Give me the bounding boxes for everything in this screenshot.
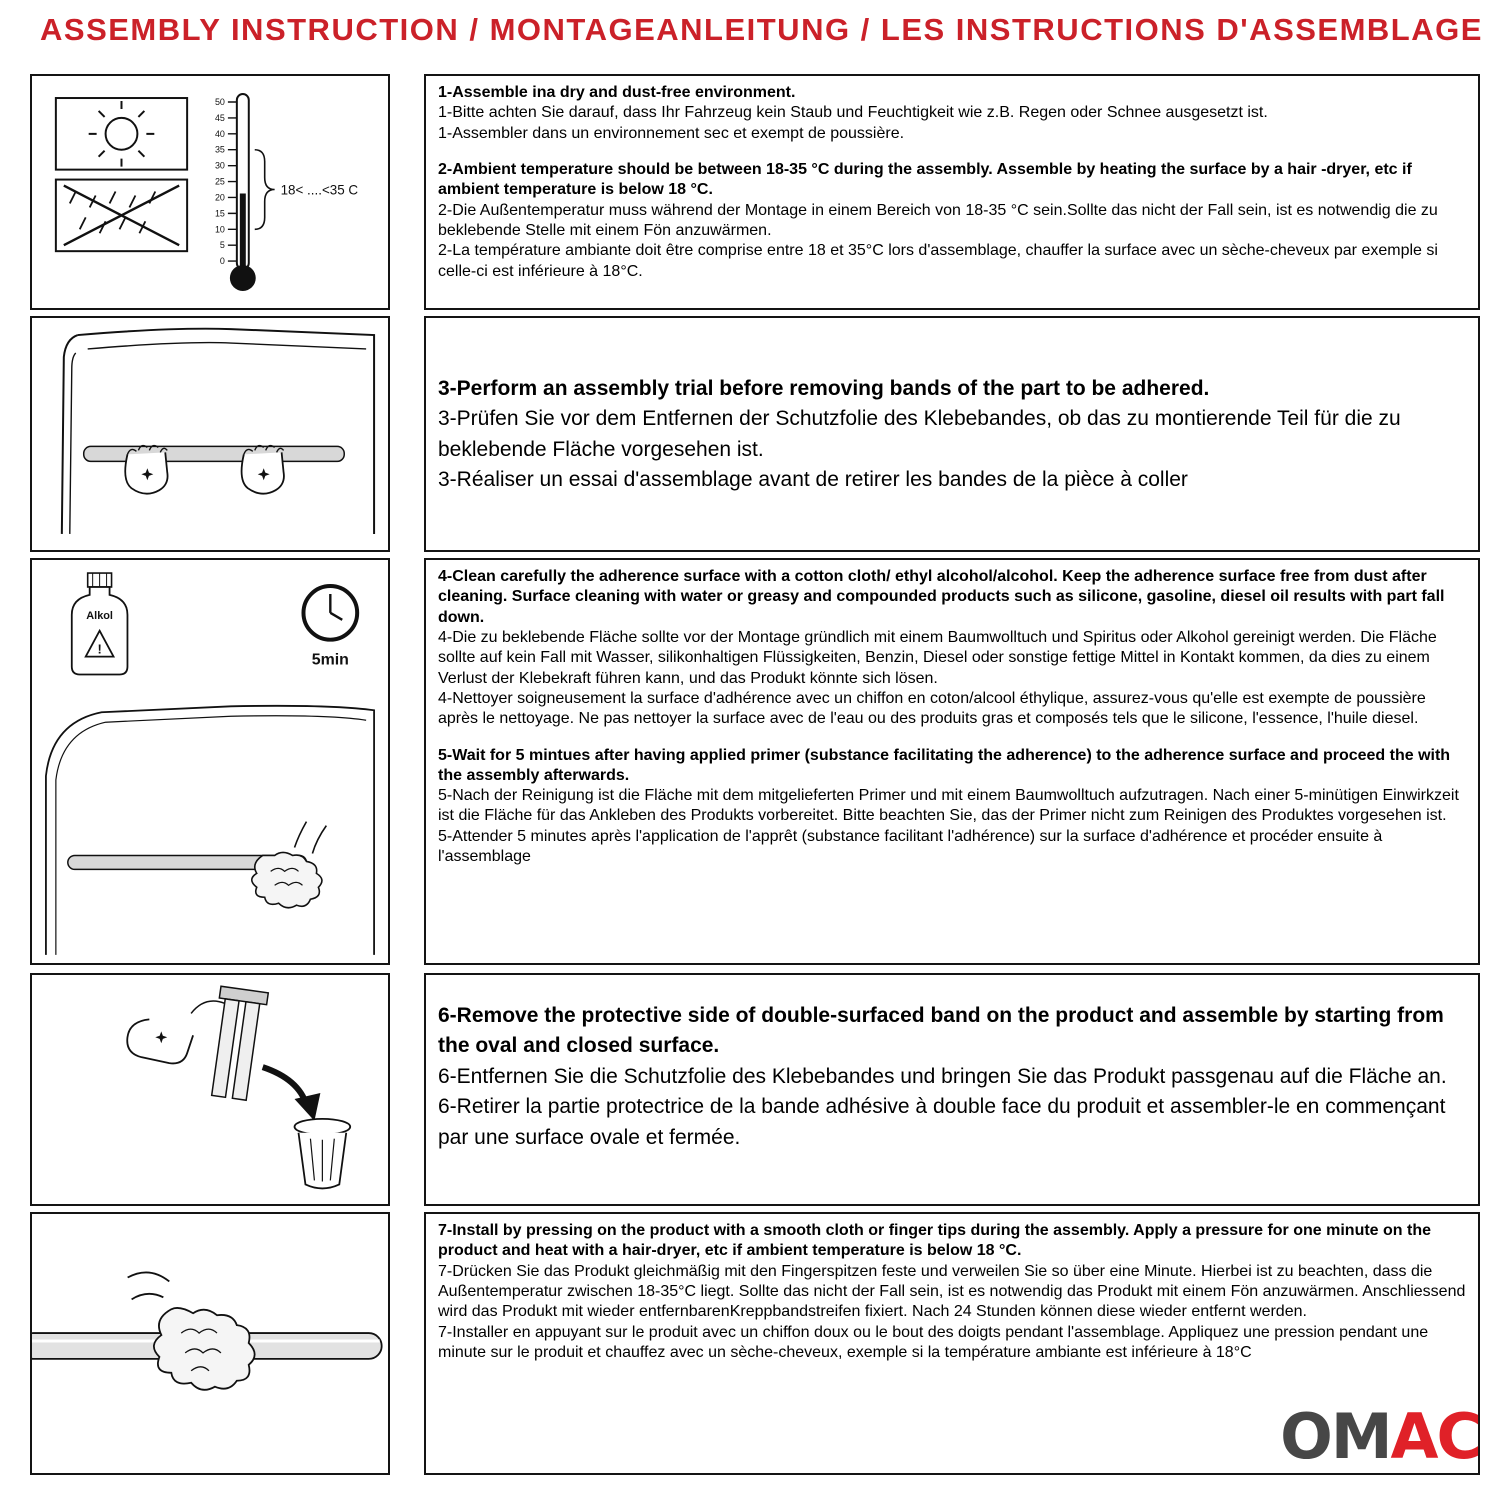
- wait-time-label: 5min: [311, 651, 349, 669]
- temperature-range-label: 18< ....<35 C: [280, 182, 359, 198]
- step6-en-text: 6-Remove the protective side of double-surfaced band on the product and assemble by starting from the oval and closed surface.: [438, 1004, 1444, 1058]
- tick-40: 40: [214, 128, 225, 139]
- step3-fr-text: 3-Réaliser un essai d'assemblage avant de retirer les bandes de la pièce à coller: [438, 468, 1188, 492]
- car-surface-sketch: [46, 706, 374, 955]
- step4-en-text: 4-Clean carefully the adherence surface with a cotton cloth/ ethyl alcohol/alcohol. Keep the adherence surface free from dust after cleaning. Surface cleaning with water or greasy and compounded products such as silicone, gasoline, diesel oil results with part fall down.: [438, 568, 1445, 626]
- step1-de-text: 1-Bitte achten Sie darauf, dass Ihr Fahrzeug kein Staub und Feuchtigkeit wie z.B. Regen oder Schnee ausgesetzt ist.: [438, 104, 1268, 122]
- omac-logo: [1280, 1400, 1480, 1473]
- section-remove-band: [424, 973, 1480, 1206]
- step2-de-text: 2-Die Außentemperatur muss während der Montage in einem Bereich von 18-35 °C sein.Sollte das nicht der Fall sein, ist es notwendig die zu beklebende Stelle mit einem Fön anzuwärmen.: [438, 201, 1438, 239]
- brace: [255, 150, 275, 230]
- press-product-drawing: [32, 1214, 388, 1473]
- step2-en-text: 2-Ambient temperature should be between 18-35 °C during the assembly. Assemble by heating the surface by a hair -dryer, etc if ambient temperature is below 18 °C.: [438, 160, 1412, 199]
- omac-logo-ac: AC: [1390, 1400, 1480, 1473]
- step5-de-text: 5-Nach der Reinigung ist die Fläche mit dem mitgelieferten Primer und mit einem Baumwolltuch aufzutragen. Nach einer 5-minütigen Einwirkzeit ist die Fläche für das Ankleben des Produkts vorbereitet. Bitte beachten Sie, das der Primer nicht zum Reinigen des Produktes vorgesehen ist.: [438, 787, 1459, 825]
- step5-en-text: 5-Wait for 5 mintues after having applied primer (substance facilitating the adherence) to the adherence surface and proceed the with the assembly afterwards.: [438, 746, 1451, 784]
- tick-45: 45: [214, 112, 225, 123]
- step3-de-text: 3-Prüfen Sie vor dem Entfernen der Schutzfolie des Klebebandes, ob das zu montierende Teil für die zu beklebende Fläche vorgesehen ist.: [438, 407, 1401, 461]
- illustration-clean-primer: [30, 558, 390, 965]
- tick-5: 5: [219, 240, 225, 251]
- tick-30: 30: [214, 160, 225, 171]
- alcohol-label: Alkol: [86, 609, 113, 622]
- thermometer-icon: [215, 94, 358, 291]
- step2-fr-text: 2-La température ambiante doit être comprise entre 18 et 35°C lors d'assemblage, chauffer la surface avec un sèche-cheveux par exemple si celle-ci est inférieure à 18°C.: [438, 242, 1438, 280]
- step4-fr-text: 4-Nettoyer soigneusement la surface d'adhérence avec un chiffon en coton/alcool éthylique, assurez-vous qu'elle est exempte de poussière après le nettoyage. Ne pas nettoyer la surface avec de l'eau ou des produits gras et composés tels que le silicone, l'essence, l'huile diesel.: [438, 689, 1426, 728]
- arrow-to-trash-icon: [263, 1067, 321, 1121]
- tick-35: 35: [214, 144, 225, 155]
- tick-0: 0: [219, 256, 225, 267]
- illustration-press-product: [30, 1212, 390, 1475]
- step1-fr-text: 1-Assembler dans un environnement sec et exempt de poussière.: [438, 124, 905, 142]
- illustration-remove-band: [30, 973, 390, 1206]
- tick-20: 20: [214, 192, 225, 203]
- illustration-environment-temperature: [30, 74, 390, 310]
- clean-primer-drawing: [32, 560, 388, 963]
- step4-de-text: 4-Die zu beklebende Fläche sollte vor der Montage gründlich mit einem Baumwolltuch und Spiritus oder Alkohol gereinigt werden. Die Fläche sollte auf kein Fall mit Wasser, silikonhaltigen Flüssigkeiten, Benzin, Diesel oder sonstige fettige Mittel in Kontakt kommen, da dies zu einem Verlust der Klebekraft führen kann, und das Produkt könnte sich lösen.: [438, 628, 1437, 687]
- remove-band-drawing: [32, 975, 388, 1204]
- step1-en-text: 1-Assemble ina dry and dust-free environment.: [438, 84, 796, 101]
- warning-mark: !: [97, 641, 102, 657]
- step7-fr-text: 7-Installer en appuyant sur le produit avec un chiffon doux ou le bout des doigts pendant l'assemblage. Appliquez une pression pendant une minute sur le produit et chauffez avec un sèche-cheveux, exemple si la température ambiante est inférieure à 18°C: [438, 1323, 1429, 1361]
- tick-10: 10: [214, 224, 225, 235]
- environment-temperature-drawing: [32, 76, 388, 308]
- protective-band-strips: [206, 986, 268, 1101]
- pressing-hand-cloth-icon: [128, 1272, 255, 1389]
- alcohol-bottle-icon: [72, 573, 128, 674]
- trim-strip: [84, 446, 345, 461]
- step3-en-text: 3-Perform an assembly trial before removing bands of the part to be adhered.: [438, 377, 1210, 400]
- tick-15: 15: [214, 208, 225, 219]
- assembly-trial-drawing: [32, 318, 388, 550]
- wiping-hand-cloth-icon: [252, 822, 327, 908]
- step7-en-text: 7-Install by pressing on the product with a smooth cloth or finger tips during the assembly. Apply a pressure for one minute on the product and heat with a hair-dryer, etc if ambient temperature is below 18 °C.: [438, 1222, 1431, 1260]
- step6-de-text: 6-Entfernen Sie die Schutzfolie des Klebebandes und bringen Sie das Produkt passgenau auf die Fläche an.: [438, 1064, 1447, 1088]
- sun-icon: [56, 98, 187, 170]
- tick-50: 50: [214, 96, 225, 107]
- step7-de-text: 7-Drücken Sie das Produkt gleichmäßig mit den Fingerspitzen feste und verweilen Sie so über eine Minute. Hierbei ist zu beachten, dass die Außentemperatur zwischen 18-35°C liegt. Sollte das nicht der Fall sein, ist es notwendig das Produkt mit einem Fön anzuwärmen. Anschliessend wird das Produkt mit wieder entfernbarenKreppbandstreifen fixiert. Nach 24 Stunden können diese wieder entfernt werden.: [438, 1262, 1466, 1321]
- clock-icon: [303, 586, 357, 669]
- no-rain-icon: [56, 180, 187, 252]
- illustration-assembly-trial: [30, 316, 390, 552]
- section-assembly-trial: [424, 316, 1480, 552]
- page-title: ASSEMBLY INSTRUCTION / MONTAGEANLEITUNG / LES INSTRUCTIONS D'ASSEMBLAGE: [40, 12, 1483, 47]
- step6-fr-text: 6-Retirer la partie protectrice de la bande adhésive à double face du produit et assembler-le en commençant par une surface ovale et fermée.: [438, 1095, 1446, 1149]
- section-clean-primer: [424, 558, 1480, 965]
- section-environment-temperature: [424, 74, 1480, 310]
- step5-fr-text: 5-Attender 5 minutes après l'application de l'apprêt (substance facilitant l'adhérence) sur la surface d'adhérence et procéder ensuite à l'assemblage: [438, 827, 1383, 866]
- omac-logo-om: OM: [1280, 1400, 1391, 1473]
- tick-25: 25: [214, 176, 225, 187]
- trash-can-icon: [295, 1119, 351, 1189]
- car-door-sketch: [62, 329, 374, 534]
